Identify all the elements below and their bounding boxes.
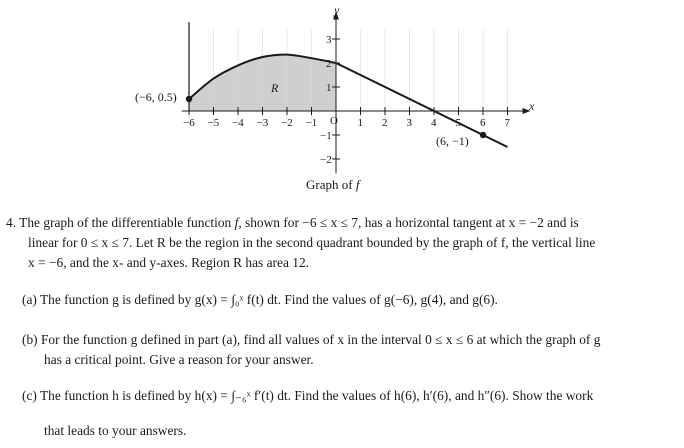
part-a-text: (a) The function g is defined by g(x) = ∫₀ˣ f(t) dt. Find the values of g(−6), g(4), and g(6).	[22, 292, 498, 307]
x-axis-label: x	[529, 99, 535, 113]
origin-label: O	[330, 115, 338, 127]
part-c-line-1: (c) The function h is defined by h(x) = ∫₋₆ˣ f′(t) dt. Find the values of h(6), h′(6), and h″(6). Show the work	[22, 388, 594, 403]
part-b-line-2: has a critical point. Give a reason for your answer.	[44, 352, 314, 367]
graph-caption	[306, 177, 359, 193]
x-tick-label: 3	[406, 117, 412, 129]
graph-point	[480, 132, 486, 138]
stem-line-3: x = −6, and the x- and y-axes. Region R has area 12.	[28, 255, 309, 270]
region-label: R	[271, 81, 279, 95]
graph-of-f	[0, 0, 684, 200]
x-tick-label: −2	[281, 117, 293, 129]
stem-line-1: The graph of the differentiable function	[19, 215, 232, 230]
part-b	[22, 330, 676, 370]
part-a	[22, 290, 676, 310]
x-tick-label: 6	[480, 117, 486, 129]
part-c	[22, 386, 676, 406]
x-tick-label: 1	[357, 117, 363, 129]
problem-stem	[6, 213, 676, 273]
y-tick-label: 1	[326, 82, 332, 94]
y-axis-label: y	[334, 3, 340, 17]
problem-number: 4.	[6, 215, 17, 230]
part-c-continued	[22, 421, 676, 441]
x-tick-label: −6	[183, 117, 195, 129]
part-b-line-1: (b) For the function g defined in part (a), find all values of x in the interval 0 ≤ x ≤ 6 at which the graph of g	[22, 332, 601, 347]
graph-point	[186, 96, 192, 102]
stem-function: f	[234, 215, 239, 230]
y-tick-label: −1	[320, 130, 332, 142]
x-tick-label: −5	[207, 117, 220, 129]
x-tick-label: 4	[431, 117, 437, 129]
y-tick-label: −2	[320, 154, 332, 166]
caption-prefix: Graph of	[306, 177, 353, 192]
x-tick-label: −3	[256, 117, 269, 129]
x-tick-label: −1	[305, 117, 318, 129]
stem-line-2: linear for 0 ≤ x ≤ 7. Let R be the region in the second quadrant bounded by the graph of f, the vertical line	[28, 235, 596, 250]
part-c-line-2: that leads to your answers.	[44, 423, 187, 438]
point-label-right: (6, −1)	[436, 134, 469, 148]
y-tick-label: 3	[326, 34, 332, 46]
x-tick-label: −4	[232, 117, 244, 129]
x-tick-label: 7	[504, 117, 510, 129]
y-tick-label: 2	[326, 58, 332, 70]
point-label-left: (−6, 0.5)	[135, 90, 177, 104]
x-tick-label: 5	[455, 117, 461, 129]
caption-function: f	[355, 177, 360, 192]
x-tick-label: 2	[382, 117, 388, 129]
stem-line-1b: , shown for −6 ≤ x ≤ 7, has a horizontal tangent at x = −2 and is	[238, 215, 579, 230]
